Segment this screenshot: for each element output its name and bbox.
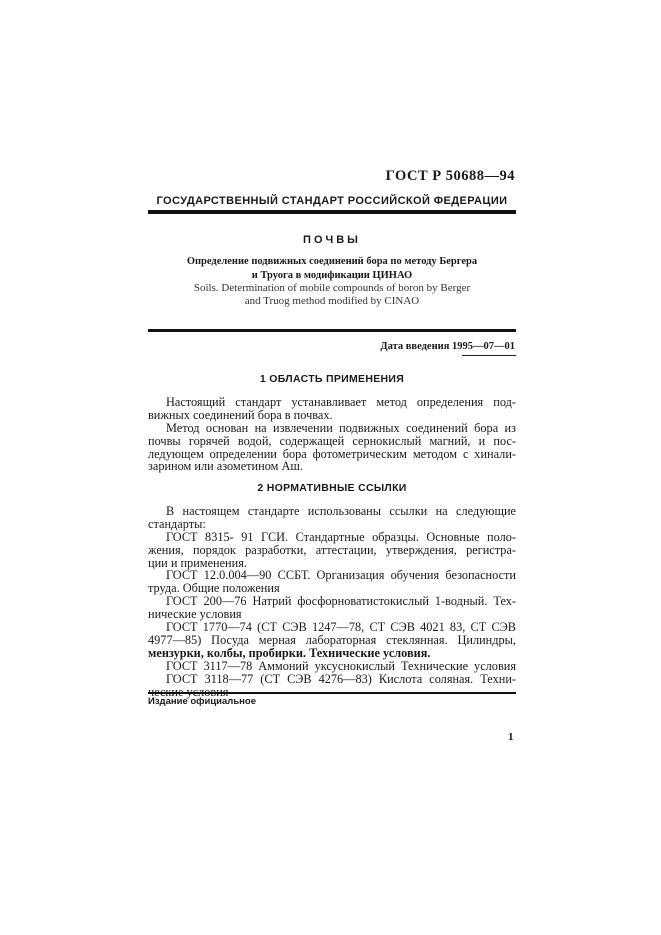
text-line: В настоящем стандарте использованы ссылки на следующие xyxy=(166,504,516,518)
footer-divider xyxy=(148,692,516,694)
text-line: стандарты: xyxy=(148,516,206,531)
text-line: мензурки, колбы, пробирки. Технические условия. xyxy=(148,645,431,660)
text-line: ГОСТ 1770—74 (СТ СЭВ 1247—78, СТ СЭВ 4021 83, СТ СЭВ xyxy=(166,620,516,635)
subtitle-russian xyxy=(148,255,516,282)
section-2-heading: 2 НОРМАТИВНЫЕ ССЫЛКИ xyxy=(257,482,407,494)
text-line: 4977—85) Посуда мерная лабораторная стеклянная. Цилиндры, xyxy=(148,632,516,647)
document-title: ПОЧВЫ xyxy=(303,234,361,246)
text-line: ГОСТ 3118—77 (СТ СЭВ 4276—83) Кислота соляная. Техни- xyxy=(166,671,516,686)
text-line: почвы горячей водой, содержащей сернокислый магний, и пос- xyxy=(148,433,516,448)
subtitle-ru-line: Определение подвижных соединений бора по методу Бергера xyxy=(186,256,478,267)
text-line: ГОСТ 3117—78 Аммоний уксуснокислый Технические условия xyxy=(166,658,516,673)
text-line: нические условия xyxy=(148,607,242,622)
edition-label: Издание официальное xyxy=(148,696,256,707)
text-line: ледующем определении бора фотометрическим методом с хинали- xyxy=(148,446,516,461)
text-line: жения, порядок разработки, аттестации, утверждения, регистра- xyxy=(148,542,516,557)
introduction-date: Дата введения 1995—07—01 xyxy=(380,341,515,352)
state-standard-heading: ГОСУДАРСТВЕННЫЙ СТАНДАРТ РОССИЙСКОЙ ФЕДЕРАЦИИ xyxy=(156,195,508,207)
text-line: Метод основан на извлечении подвижных соединений бора из xyxy=(166,420,516,435)
text-line: зарином или азометином Аш. xyxy=(148,459,303,474)
section-1-body xyxy=(148,396,516,473)
section-1-heading: 1 ОБЛАСТЬ ПРИМЕНЕНИЯ xyxy=(259,373,405,385)
text-line: ГОСТ 200—76 Натрий фосфорноватистокислый 1-водный. Тех- xyxy=(166,594,516,609)
text-line: ГОСТ 12.0.004—90 ССБТ. Организация обучения безопасности xyxy=(166,568,516,583)
text-line: вижных соединений бора в почвах. xyxy=(148,407,333,422)
title-divider xyxy=(148,329,516,332)
subtitle-ru-line: и Труога в модификации ЦИНАО xyxy=(251,269,413,281)
header-divider xyxy=(148,210,516,214)
subtitle-en-line: Soils. Determination of mobile compounds of boron by Berger xyxy=(193,282,471,294)
document-number: ГОСТ Р 50688—94 xyxy=(385,168,515,184)
text-line: ции и применения. xyxy=(148,555,247,570)
text-line: ГОСТ 8315- 91 ГСИ. Стандартные образцы. Основные поло- xyxy=(166,529,516,544)
date-underline xyxy=(462,355,516,356)
page-number: 1 xyxy=(508,731,514,743)
subtitle-en-line: and Truog method modified by CINAO xyxy=(244,294,420,307)
text-line: Настоящий стандарт устанавливает метод определения под- xyxy=(166,395,516,409)
subtitle-english xyxy=(148,282,516,307)
text-line: труда. Общие положения xyxy=(148,581,280,596)
section-2-body xyxy=(148,505,516,698)
